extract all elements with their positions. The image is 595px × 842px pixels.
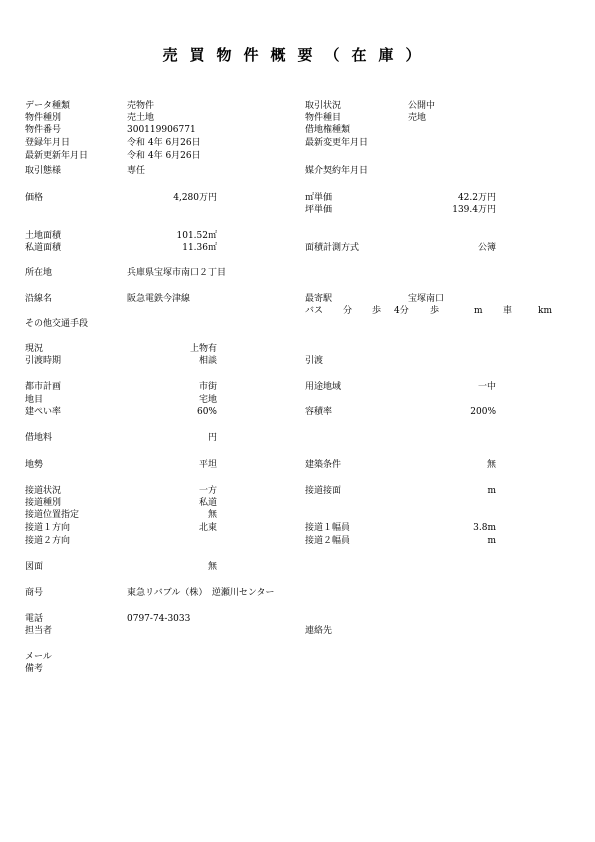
floor-ratio-value: 200%: [470, 407, 496, 417]
zoning-value: 一中: [477, 382, 496, 392]
road2-width-value: m: [487, 536, 496, 546]
walk-label: 歩: [372, 306, 382, 316]
property-type-label: 物件種別: [25, 113, 62, 123]
updated-label: 最新更新年月日: [25, 151, 89, 161]
registered-value: 令和 4年 6月26日: [127, 138, 201, 148]
plan-value: 無: [207, 562, 217, 572]
address-label: 所在地: [25, 268, 53, 278]
line-label: 沿線名: [25, 294, 53, 304]
item-label: 物件種目: [305, 113, 342, 123]
phone-value: 0797-74-3033: [127, 614, 191, 624]
private-road-label: 私道面積: [25, 243, 62, 253]
handover-value: 相談: [198, 356, 217, 366]
deal-form-label: 取引態様: [25, 166, 62, 176]
property-type-value: 売土地: [127, 113, 155, 123]
delivery-label: 引渡: [305, 356, 324, 366]
deal-form-value: 専任: [127, 166, 146, 176]
station-value: 宝塚南口: [408, 294, 445, 304]
bus-label: バス: [305, 306, 324, 316]
distance-km-unit: km: [538, 306, 552, 316]
land-area-value: 101.52㎡: [176, 231, 217, 241]
lease-fee-label: 借地料: [25, 433, 53, 443]
address-value: 兵庫県宝塚市南口２丁目: [127, 268, 227, 278]
station-label: 最寄駅: [305, 294, 333, 304]
line-value: 阪急電鉄今津線: [127, 294, 191, 304]
last-change-label: 最新変更年月日: [305, 138, 369, 148]
unit-price-sqm-value: 42.2万円: [457, 193, 496, 203]
registered-label: 登録年月日: [25, 138, 71, 148]
land-category-label: 地目: [25, 395, 44, 405]
contact-label: 連絡先: [305, 626, 333, 636]
item-value: 売地: [408, 113, 427, 123]
unit-price-tsubo-label: 坪単価: [305, 205, 333, 215]
lease-right-label: 借地権種類: [305, 125, 351, 135]
company-value: 東急リバブル（株） 逆瀬川センター: [127, 588, 275, 598]
lease-fee-value: 円: [207, 433, 217, 443]
land-category-value: 宅地: [198, 395, 217, 405]
terrain-label: 地勢: [25, 460, 44, 470]
walk-minutes-value: 4分: [394, 306, 409, 316]
private-road-value: 11.36㎡: [182, 243, 217, 253]
data-type-label: データ種類: [25, 101, 71, 111]
build-condition-label: 建築条件: [305, 460, 342, 470]
zoning-label: 用途地域: [305, 382, 342, 392]
road-designation-label: 接道位置指定: [25, 510, 80, 520]
data-type-value: 売物件: [127, 101, 155, 111]
page-title: 売買物件概要（在庫）: [162, 46, 433, 64]
contract-label: 媒介契約年月日: [305, 166, 369, 176]
phone-label: 電話: [25, 614, 44, 624]
road-type-label: 接道種別: [25, 498, 62, 508]
road-status-label: 接道状況: [25, 486, 62, 496]
terrain-value: 平坦: [198, 460, 217, 470]
distance-m-unit: m: [474, 306, 483, 316]
road2-direction-label: 接道２方向: [25, 536, 71, 546]
deal-status-label: 取引状況: [305, 101, 342, 111]
area-method-value: 公簿: [477, 243, 496, 253]
road1-direction-value: 北東: [198, 523, 217, 533]
road-frontage-label: 接道接面: [305, 486, 342, 496]
person-label: 担当者: [25, 626, 53, 636]
road1-width-label: 接道１幅員: [305, 523, 351, 533]
updated-value: 令和 4年 6月26日: [127, 151, 201, 161]
road-status-value: 一方: [198, 486, 217, 496]
road1-width-value: 3.8m: [473, 523, 496, 533]
plan-label: 図面: [25, 562, 44, 572]
floor-ratio-label: 容積率: [305, 407, 333, 417]
other-transport-label: その他交通手段: [25, 319, 89, 329]
property-no-label: 物件番号: [25, 125, 62, 135]
road2-width-label: 接道２幅員: [305, 536, 351, 546]
road-type-value: 私道: [198, 498, 217, 508]
road1-direction-label: 接道１方向: [25, 523, 71, 533]
unit-price-tsubo-value: 139.4万円: [452, 205, 496, 215]
remarks-label: 備考: [25, 664, 44, 674]
land-area-label: 土地面積: [25, 231, 62, 241]
build-condition-value: 無: [486, 460, 496, 470]
road-frontage-value: m: [487, 486, 496, 496]
area-method-label: 面積計測方式: [305, 243, 360, 253]
company-label: 商号: [25, 588, 44, 598]
unit-price-sqm-label: ㎡単価: [305, 193, 333, 203]
property-no-value: 300119906771: [127, 125, 196, 135]
bus-minutes-unit: 分: [343, 306, 353, 316]
deal-status-value: 公開中: [408, 101, 436, 111]
current-value: 上物有: [189, 344, 217, 354]
car-label: 車: [503, 306, 513, 316]
current-label: 現況: [25, 344, 44, 354]
coverage-value: 60%: [196, 407, 217, 417]
city-plan-value: 市街: [198, 382, 217, 392]
coverage-label: 建ぺい率: [25, 407, 62, 417]
city-plan-label: 都市計画: [25, 382, 62, 392]
walk-label-2: 歩: [430, 306, 440, 316]
handover-label: 引渡時期: [25, 356, 62, 366]
price-value: 4,280万円: [173, 193, 217, 203]
road-designation-value: 無: [207, 510, 217, 520]
mail-label: メール: [25, 652, 52, 662]
price-label: 価格: [25, 193, 44, 203]
